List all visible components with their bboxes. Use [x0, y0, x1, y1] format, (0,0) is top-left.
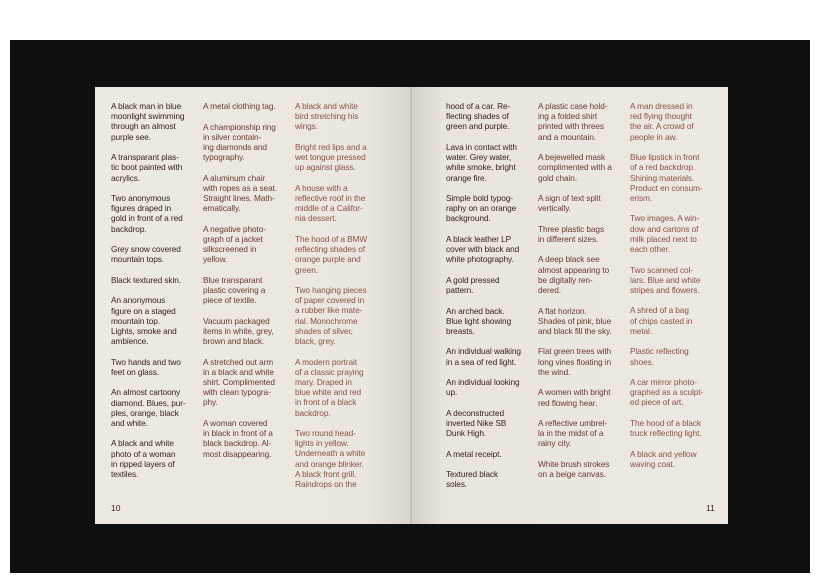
caption-entry: An almost cartoony diamond. Blues, pur- ples, orange, black and white.: [111, 387, 186, 428]
caption-entry: A championship ring in silver contain- ing diamonds and typography.: [203, 121, 276, 163]
caption-entry: White brush strokes on a beige canvas.: [538, 458, 610, 480]
text-column-5: [538, 101, 628, 490]
caption-entry: A deconstructed inverted Nike SB Dunk High.: [446, 407, 507, 439]
caption-entry: The hood of a black truck reflecting light.: [630, 417, 702, 439]
text-column-6: [630, 101, 720, 479]
caption-entry: Simple bold typog- raphy on an orange background.: [446, 193, 517, 224]
caption-entry: A transparant plas- tic boot painted with acrylics.: [111, 152, 183, 183]
caption-entry: Two anonymous figures draped in gold in front of a red backdrop.: [111, 193, 183, 234]
caption-entry: A women with bright red flowing hear.: [538, 387, 611, 408]
caption-entry: A woman covered in black in front of a black backdrop. Al- most disappearing.: [203, 417, 273, 459]
caption-entry: A aluminum chair with ropes as a seat. Straight lines. Math- ematically.: [203, 172, 277, 214]
caption-entry: An anonymous figure on a staged mountain top. Lights, smoke and ambience.: [111, 295, 177, 347]
caption-entry: A house with a reflective roof in the middle of a Califor- nia dessert.: [295, 182, 366, 224]
text-column-4: [446, 101, 536, 500]
caption-entry: A negative photo- graph of a jacket silkscreened in yellow.: [203, 223, 266, 265]
caption-entry: Bright red lips and a wet tongue pressed up against glass.: [295, 141, 367, 173]
caption-entry: A black and white photo of a woman in ripped layers of textiles.: [111, 438, 176, 480]
caption-entry: A metal receipt.: [446, 448, 502, 459]
caption-entry: A metal clothing tag.: [203, 101, 276, 111]
caption-entry: Three plastic bags in different sizes.: [538, 223, 604, 244]
left-page-number: 10: [111, 503, 121, 513]
caption-entry: A gold pressed pattern.: [446, 274, 500, 296]
caption-entry: A shred of a bag of chips casted in metal.: [630, 305, 693, 336]
caption-entry: Two hanging pieces of paper covered in a rubber like mate- rial. Monochrome shades of silver, black, grey.: [295, 285, 367, 347]
text-column-1: [111, 101, 201, 490]
caption-entry: hood of a car. Re- flecting shades of green and purple.: [446, 101, 511, 132]
caption-entry: A reflective umbrel- la in the midst of a rainy city.: [538, 418, 608, 449]
caption-entry: Vacuum packaged items in white, grey, brown and black.: [203, 315, 274, 347]
caption-entry: Black textured skin.: [111, 274, 181, 285]
caption-entry: Textured black soles.: [446, 469, 499, 490]
caption-entry: Two scanned col- lars. Blue and white stripes and flowers.: [630, 264, 701, 295]
caption-entry: Plastic reflecting shoes.: [630, 346, 689, 367]
caption-entry: Grey snow covered mountain tops.: [111, 244, 181, 265]
caption-entry: Two hands and two feet on glass.: [111, 356, 181, 377]
right-page-number: 11: [706, 503, 715, 513]
caption-entry: An individual walking in a sea of red light.: [446, 346, 521, 367]
caption-entry: A black and yellow waving coat.: [630, 448, 697, 469]
caption-entry: Blue lipstick in front of a red backdrop. Shining materials. Product en consum- erism.: [630, 152, 703, 203]
caption-entry: An individual looking up.: [446, 377, 520, 398]
caption-entry: A sign of text split vertically.: [538, 193, 601, 214]
caption-entry: A modern portrait of a classic praying mary. Draped in blue white and red in front of a black backdrop.: [295, 356, 364, 418]
caption-entry: Two round head- lights in yellow. Underneath a white and orange blinker. A black front grill. Raindrops on the: [295, 428, 366, 490]
book-gutter: [410, 87, 412, 524]
caption-entry: A man dressed in red flying thought the air. A crowd of people in aw.: [630, 101, 694, 142]
caption-entry: Flat green trees with long vines floating in the wind.: [538, 346, 612, 377]
caption-entry: A bejewelled mask complimented with a gold chain.: [538, 152, 612, 183]
caption-entry: Two images. A win- dow and cartons of milk placed next to each other.: [630, 213, 700, 255]
caption-entry: An arched back. Blue light showing breasts.: [446, 305, 512, 336]
caption-entry: A flat horizon. Shades of pink, blue and black fill the sky.: [538, 305, 612, 336]
caption-entry: A black leather LP cover with black and white photography.: [446, 233, 520, 265]
caption-entry: The hood of a BMW reflecting shades of orange purple and green.: [295, 233, 368, 275]
caption-entry: A stretched out arm in a black and white shirt. Complimented with clean typogra- phy.: [203, 356, 275, 408]
text-column-3: [295, 101, 385, 500]
caption-entry: A car mirror photo- graphed as a sculpt- ed piece of art.: [630, 377, 704, 408]
caption-entry: A black and white bird stretching his wings.: [295, 101, 359, 132]
caption-entry: Blue transparant plastic covering a piece of textile.: [203, 274, 266, 306]
text-column-2: [203, 101, 293, 469]
caption-entry: Lava in contact with water. Grey water, white smoke, bright orange fire.: [446, 141, 517, 183]
caption-entry: A black man in blue moonlight swimming through an almost purple see.: [111, 101, 185, 142]
caption-entry: A plastic case hold- ing a folded shirt printed with threes and a mountain.: [538, 101, 608, 142]
caption-entry: A deep black see almost appearing to be digitally ren- dered.: [538, 254, 609, 296]
